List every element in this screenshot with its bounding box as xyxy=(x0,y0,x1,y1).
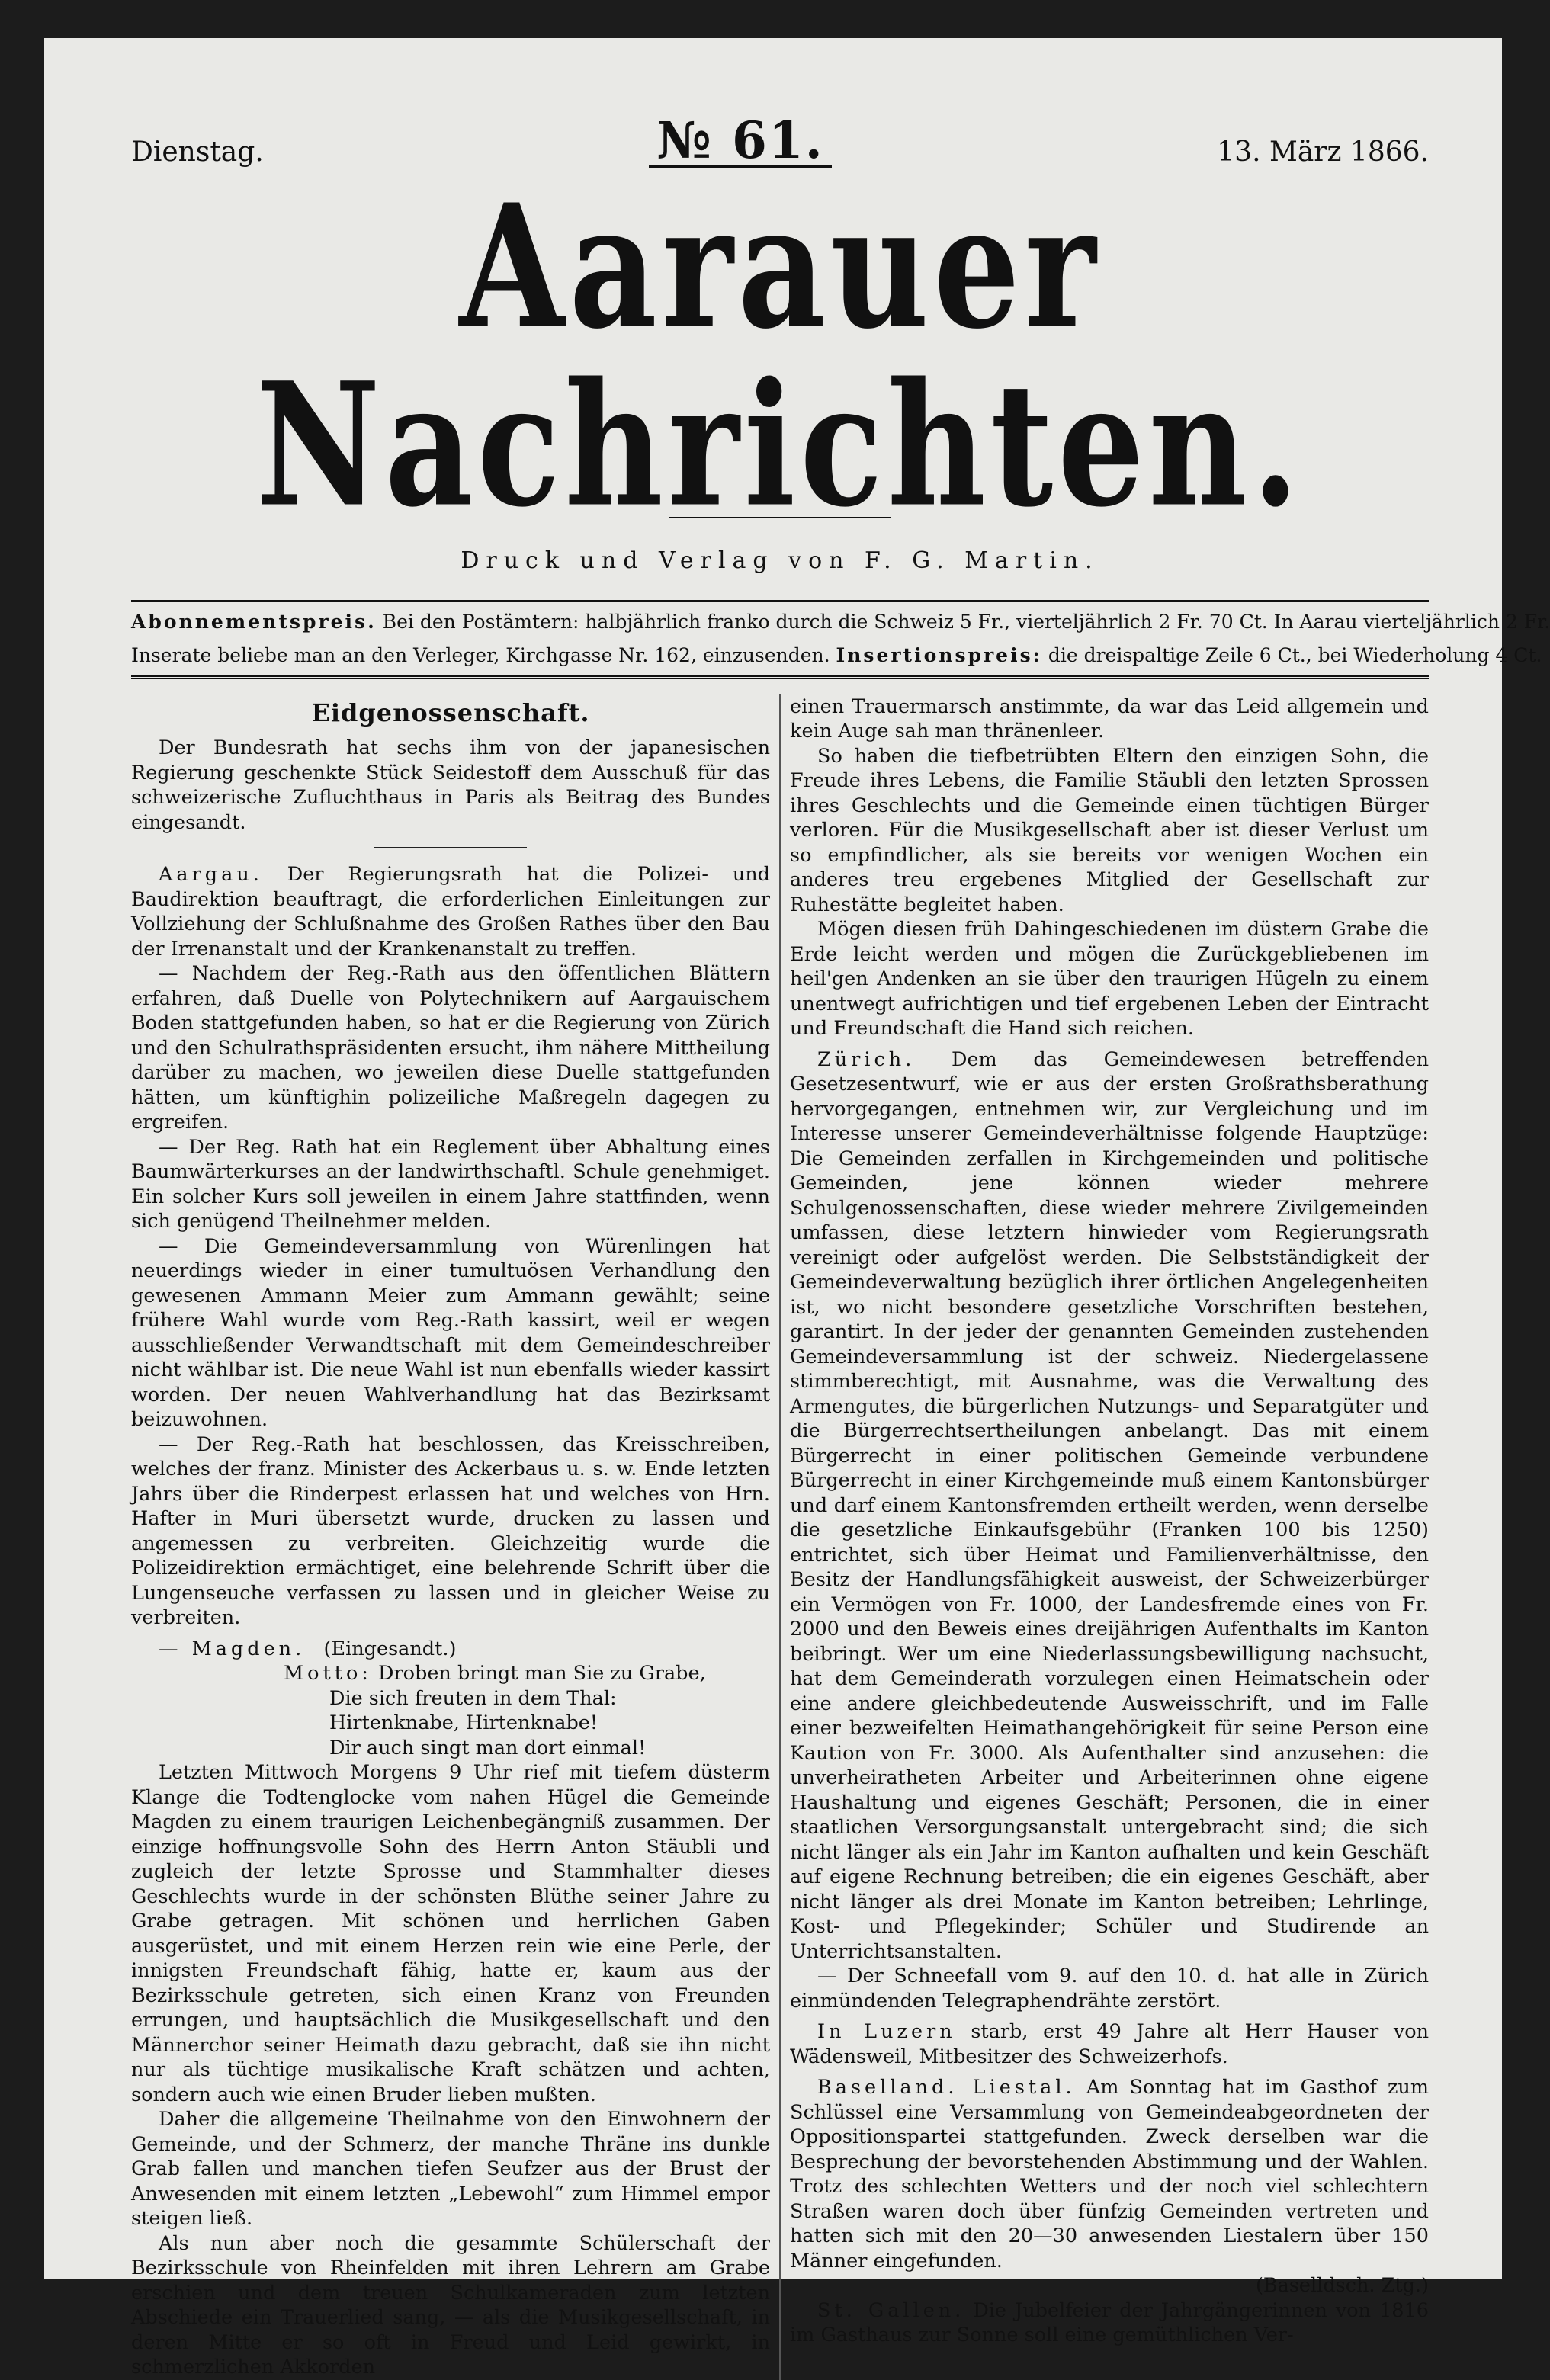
article-paragraph: St. Gallen. Die Jubelfeier der Jahrgängerinnen von 1816 im Gasthaus zur Sonne soll eine gemüthlichen Ver- xyxy=(790,2298,1429,2347)
article-paragraph: Mögen diesen früh Dahingeschiedenen im düstern Grabe die Erde leicht werden und mögen die Zurückgebliebenen im heil'gen Andenken an sie über den traurigen Hügeln zu einem unentwegt aufrichtigen und tief ergebenen Leben der Eintracht und Freundschaft die Hand sich reichen. xyxy=(790,918,1429,1041)
motto-line: Motto: Droben bringt man Sie zu Grabe, xyxy=(284,1662,706,1686)
subscription-text: Bei den Postämtern: halbjährlich franko durch die Schweiz 5 Fr., vierteljährlich 2 Fr. 70 Ct. In Aarau vierteljährlich 2 Fr. xyxy=(382,610,1550,633)
section-heading: Eidgenossenschaft. xyxy=(311,698,590,727)
left-column xyxy=(131,694,770,2380)
motto-line: Dir auch singt man dort einmal! xyxy=(329,1736,647,1759)
article-paragraph: So haben die tiefbetrübten Eltern den einzigen Sohn, die Freude ihres Lebens, die Familie Stäubli den letzten Sprossen ihres Geschlechts und die Gemeinde einen tüchtigen Bürger verloren. Für die Musikgesellschaft aber ist dieser Verlust um so empfindlicher, als sie bereits vor wenigen Wochen ein anderes treu ergebenes Mitglied der Gesellschaft zur Ruhestätte begleitet haben. xyxy=(790,744,1429,916)
article-paragraph: Daher die allgemeine Theilnahme von den Einwohnern der Gemeinde, und der Schmerz, der manche Thräne ins dunkle Grab fallen und manchen tiefen Seufzer aus der Brust der Anwesenden mit einem letzten „Lebewohl“ zum Himmel empor steigen ließ. xyxy=(131,2108,770,2231)
newspaper-page xyxy=(44,38,1550,2379)
issue-date: 13. März 1866. xyxy=(1217,136,1429,168)
article-paragraph: — Der Schneefall vom 9. auf den 10. d. hat alle in Zürich einmündenden Telegraphendrähte zerstört. xyxy=(790,1965,1429,2013)
masthead-title: Aarauer Nachrichten. xyxy=(256,167,1304,544)
insertion-label: Insertionspreis: xyxy=(836,643,1042,666)
short-divider xyxy=(374,847,527,848)
subscription-line xyxy=(131,608,1550,636)
place-label: — Magden. xyxy=(159,1637,306,1660)
place-label: In Luzern xyxy=(817,2020,956,2044)
article-paragraph: — Der Reg. Rath hat ein Reglement über Abhaltung eines Baumwärterkurses an der landwirthschaftl. Schule genehmiget. Ein solcher Kurs soll jeweilen in einem Jahre stattfinden, wenn sich genügend Theilnehmer melden. xyxy=(131,1135,770,1233)
column-divider xyxy=(779,694,781,2380)
inserate-text: Inserate beliebe man an den Verleger, Kirchgasse Nr. 162, einzusenden. xyxy=(131,643,830,666)
insertion-line xyxy=(131,642,1542,669)
article-paragraph: Als nun aber noch die gesammte Schülerschaft der Bezirksschule von Rheinfelden mit ihren Lehrern am Grabe erschien und dem treuen Schulkameraden zum letzten Abschiede ein Trauerlied sang, — als die Musikgesellschaft, in deren Mitte er so oft in Freud und Leid gewirkt, in schmerzlichen Akkorden xyxy=(131,2231,770,2379)
header-top xyxy=(131,107,1429,168)
article-paragraph: In Luzern starb, erst 49 Jahre alt Herr Hauser von Wädensweil, Mitbesitzer des Schweizerhofs. xyxy=(790,2020,1430,2068)
article-paragraph: — Magden. (Eingesandt.) xyxy=(159,1637,457,1660)
motto-verse xyxy=(284,1661,770,1760)
subscription-top-rule xyxy=(131,600,1429,602)
issue-day: Dienstag. xyxy=(131,136,264,168)
header-double-rule xyxy=(131,675,1429,682)
article-paragraph: Zürich. Dem das Gemeindewesen betreffenden Gesetzesentwurf, wie er aus der ersten Großrathsberathung hervorgegangen, entnehmen wir, zur Vergleichung und im Interesse unserer Gemeindeverhältnisse folgende Hauptzüge: Die Gemeinden zerfallen in Kirchgemeinden und politische Gemeinden, jene können wieder mehrere Schulgenossenschaften, diese wieder mehrere Zivilgemeinden umfassen, diese letztern hinwieder vom Regierungsrath vereinigt oder aufgelöst werden. Die Selbstständigkeit der Gemeindeverwaltung bezüglich ihrer örtlichen Angelegenheiten ist, wo nicht besondere gesetzliche Vorschriften bestehen, garantirt. In der jeder der genannten Gemeinden zustehenden Gemeindeversammlung ist der schweiz. Niedergelassene stimmberechtigt, mit Ausnahme, was die Verwaltung des Armengutes, die bürgerlichen Nutzungs- und Separatgüter und die Bürgerrechtsertheilungen anbelangt. Das mit einem Bürgerrecht in einer politischen Gemeinde verbundene Bürgerrecht in einer Kirchgemeinde muß einem Kantonsbürger und darf einem Kantonsfremden ertheilt werden, wenn derselbe die gesetzliche Einkaufsgebühr (Franken 100 bis 1250) entrichtet, sich über Heimat und Familienverhältnisse, den Besitz der Handlungsfähigkeit ausweist, der Schweizerbürger ein Vermögen von Fr. 1000, der Landesfremde eines von Fr. 2000 und den Beweis eines dreijährigen Aufenthalts im Kanton beibringt. Wer um eine Niederlassungsbewilligung nachsucht, hat dem Gemeinderath vorzulegen einen Heimatschein oder eine andere gleichbedeutende Ausweisschrift, und im Falle einer bezweifelten Heimathangehörigkeit für seine Person eine Kaution von Fr. 3000. Als Aufenthalter sind anzusehen: die unverheiratheten Arbeiter und Arbeiterinnen ohne eigene Haushaltung und eigenes Geschäft; Personen, die in einer staatlichen Versorgungsanstalt untergebracht sind; die sich nicht länger als ein Jahr im Kanton aufhalten und kein Geschäft auf eigene Rechnung betreiben; die ein eigenes Geschäft, aber nicht länger als drei Monate im Kanton betreiben; Lehrlinge, Kost- und Pflegekinder; Schüler und Studirende an Unterrichtsanstalten. xyxy=(790,1047,1429,1963)
source-credit: (Baselldsch. Ztg.) xyxy=(1255,2274,1429,2298)
motto-line: Die sich freuten in dem Thal: xyxy=(329,1686,617,1710)
place-label: St. Gallen. xyxy=(817,2298,965,2322)
article-paragraph: einen Trauermarsch anstimmte, da war das Leid allgemein und kein Auge sah man thränenleer. xyxy=(790,694,1429,743)
article-paragraph: — Der Reg.-Rath hat beschlossen, das Kreisschreiben, welches der franz. Minister des Ackerbaus u. s. w. Ende letzten Jahrs über die Rinderpest erlassen hat und welches von Hrn. Hafter in Muri übersetzt wurde, drucken zu lassen und angemessen zu verbreiten. Gleichzeitig wurde die Polizeidirektion ermächtiget, eine belehrende Schrift über die Lungenseuche verfassen zu lassen und in gleicher Weise zu verbreiten. xyxy=(131,1432,770,1630)
place-label: Zürich. xyxy=(817,1047,916,1071)
insertion-text: die dreispaltige Zeile 6 Ct., bei Wiederholung 4 Ct. xyxy=(1048,643,1542,666)
article-columns xyxy=(131,694,1429,2380)
article-paragraph: — Nachdem der Reg.-Rath aus den öffentlichen Blättern erfahren, daß Duelle von Polytechnikern auf Aargauischem Boden stattgefunden haben, so hat er die Regierung von Zürich und den Schulrathspräsidenten ersucht, ihm nähere Mittheilung darüber zu machen, wo jeweilen diese Duelle stattgefunden hätten, um künftighin polizeiliche Maßregeln dagegen zu ergreifen. xyxy=(131,962,770,1134)
motto-line: Hirtenknabe, Hirtenknabe! xyxy=(329,1711,598,1735)
article-paragraph: Der Bundesrath hat sechs ihm von der japanesischen Regierung geschenkte Stück Seidestoff dem Ausschuß für das schweizerische Zufluchthaus in Paris als Beitrag des Bundes eingesandt. xyxy=(131,736,770,834)
subscription-label: Abonnementspreis. xyxy=(131,610,377,633)
article-paragraph: Aargau. Der Regierungsrath hat die Polizei- und Baudirektion beauftragt, die erforderlichen Einleitungen zur Vollziehung der Schlußnahme des Großen Rathes über den Bau der Irrenanstalt und der Krankenanstalt zu treffen. xyxy=(131,863,770,961)
place-label: Aargau. xyxy=(159,863,263,887)
right-column xyxy=(790,694,1429,2380)
article-paragraph: Letzten Mittwoch Morgens 9 Uhr rief mit tiefem düsterm Klange die Todtenglocke vom nahen Hügel die Gemeinde Magden zu einem traurigen Leichenbegängniß zusammen. Der einzige hoffnungsvolle Sohn des Herrn Anton Stäubli und zugleich der letzte Sprosse und Stammhalter dieses Geschlechts wurde in der schönsten Blüthe seiner Jahre zu Grabe getragen. Mit schönen und herrlichen Gaben ausgerüstet, und mit einem Herzen rein wie eine Perle, der innigsten Freundschaft fähig, hatte er, kaum aus der Bezirksschule getreten, sich einen Kranz von Freunden errungen, und hauptsächlich die Musikgesellschaft und den Männerchor seiner Heimath dazu gebracht, daß sie ihn nicht nur als tüchtige musikalische Kraft schätzen und achten, sondern auch wie einen Bruder lieben mußten. xyxy=(131,1761,770,2106)
imprint-line: Druck und Verlag von F. G. Martin. xyxy=(461,547,1099,574)
issue-number: № 61. xyxy=(649,115,832,168)
article-paragraph: — Die Gemeindeversammlung von Würenlingen hat neuerdings wieder in einer tumultuösen Verhandlung den gewesenen Ammann Meier zum Ammann gewählt; seine frühere Wahl wurde vom Reg.-Rath kassirt, weil er wegen ausschließender Verwandtschaft mit dem Gemeindeschreiber nicht wählbar ist. Die neue Wahl ist nun ebenfalls wieder kassirt worden. Der neuen Wahlverhandlung hat das Bezirksamt beizuwohnen. xyxy=(131,1234,770,1432)
article-paragraph: Baselland. Liestal. Am Sonntag hat im Gasthof zum Schlüssel eine Versammlung von Gemeindeabgeordneten der Oppositionspartei stattgefunden. Zweck derselben war die Besprechung der bevorstehenden Abstimmung und der Wahlen. Trotz des schlechten Wetters und der noch viel schlechtern Straßen waren doch über fünfzig Gemeinden vertreten und hatten sich mit den 20—30 anwesenden Liestalern über 150 Männer eingefunden. xyxy=(790,2076,1429,2273)
place-label: Baselland. Liestal. xyxy=(817,2076,1076,2099)
